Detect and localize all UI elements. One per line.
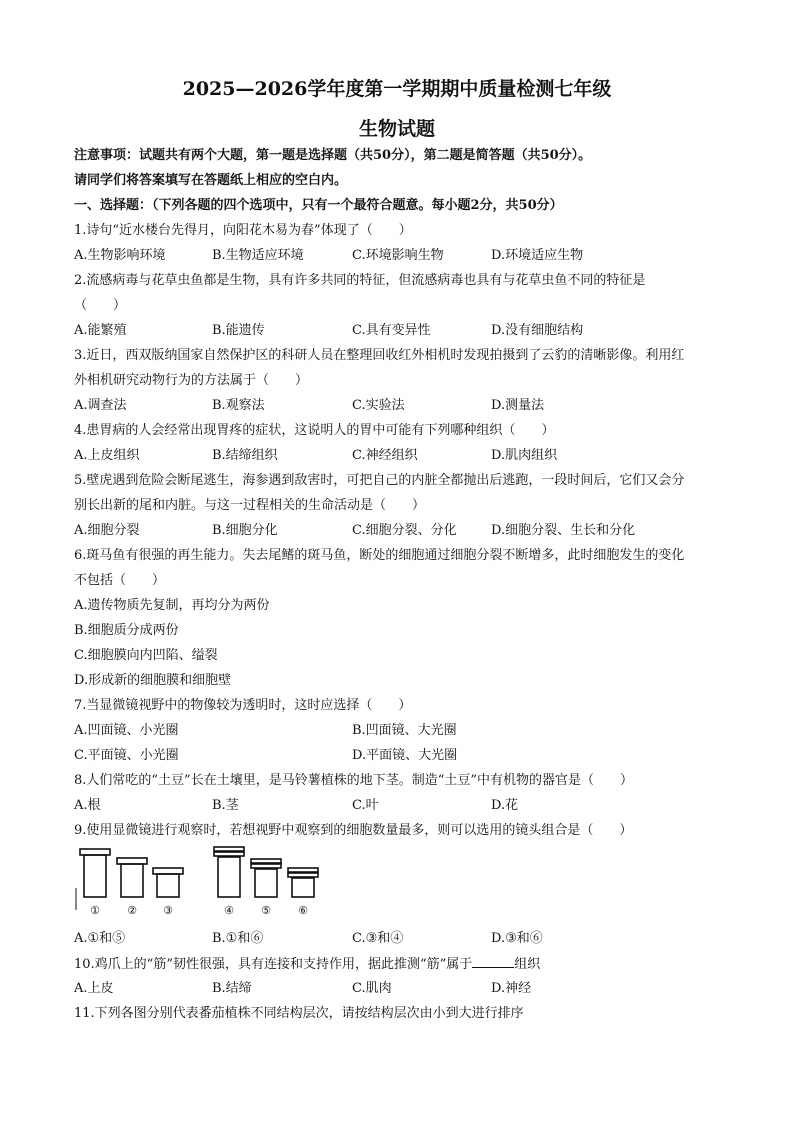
- question-6-stem-line-1: 6.斑马鱼有很强的再生能力。失去尾鳍的斑马鱼，断处的细胞通过细胞分裂不断增多，此时细胞发生的变化: [74, 548, 685, 563]
- objective-lens-5: [251, 859, 281, 897]
- question-10-option-c: C.肌肉: [352, 981, 392, 996]
- question-10-option-a: A.上皮: [74, 981, 114, 996]
- question-6-option-b: B.细胞质分成两份: [74, 623, 179, 638]
- question-2-option-a: A.能繁殖: [74, 323, 127, 338]
- section-heading: 一、选择题：（下列各题的四个选项中，只有一个最符合题意。每小题2分，共50分）: [74, 198, 563, 213]
- question-8-option-a: A.根: [74, 798, 101, 813]
- question-5-option-a: A.细胞分裂: [74, 523, 140, 538]
- lens-label-6: ⑥: [298, 904, 308, 917]
- objective-lens-6: [288, 868, 318, 897]
- question-7-option-c: C.平面镜、小光圈: [74, 748, 179, 763]
- question-8-option-c: C.叶: [352, 798, 379, 813]
- notice-line-2: 请同学们将答案填写在答题纸上相应的空白内。: [74, 173, 348, 188]
- lens-label-3: ③: [163, 904, 173, 917]
- eyepiece-lens-1: [80, 849, 110, 897]
- question-7-option-a: A.凹面镜、小光圈: [74, 723, 179, 738]
- question-4-option-b: B.结缔组织: [212, 448, 278, 463]
- question-10-option-d: D.神经: [491, 981, 532, 996]
- exam-title: 2025—2026学年度第一学期期中质量检测七年级: [182, 78, 612, 100]
- question-9-option-d: D.③和⑥: [491, 931, 543, 946]
- question-5-option-c: C.细胞分裂、分化: [352, 523, 457, 538]
- exam-subject: 生物试题: [358, 118, 435, 140]
- question-5-option-b: B.细胞分化: [212, 523, 278, 538]
- question-7-option-d: D.平面镜、大光圈: [352, 748, 458, 763]
- question-10-stem-before: 10.鸡爪上的“筋”韧性很强，具有连接和支持作用，据此推测“筋”属于: [74, 957, 473, 972]
- question-3-option-b: B.观察法: [212, 398, 265, 413]
- notice-line-1: 注意事项：试题共有两个大题，第一题是选择题（共50分），第二题是简答题（共50分）。: [74, 148, 592, 163]
- question-1-option-b: B.生物适应环境: [212, 248, 304, 263]
- microscope-lens-diagram: [70, 842, 340, 922]
- lens-label-4: ④: [224, 904, 234, 917]
- question-1-option-c: C.环境影响生物: [352, 248, 444, 263]
- question-7-option-b: B.凹面镜、大光圈: [352, 723, 457, 738]
- objective-lens-4: [214, 847, 244, 897]
- question-9-stem: 9.使用显微镜进行观察时，若想视野中观察到的细胞数量最多，则可以选用的镜头组合是（ ）: [74, 823, 633, 838]
- answer-blank: [472, 955, 514, 968]
- lens-label-2: ②: [127, 904, 137, 917]
- question-9-option-b: B.①和⑥: [212, 931, 264, 946]
- question-3-option-d: D.测量法: [491, 398, 545, 413]
- question-1-option-a: A.生物影响环境: [74, 248, 166, 263]
- question-3-option-a: A.调查法: [74, 398, 127, 413]
- question-10-stem: [74, 955, 540, 974]
- eyepiece-lens-3: [153, 868, 183, 897]
- question-2-option-d: D.没有细胞结构: [491, 323, 584, 338]
- question-5-option-d: D.细胞分裂、生长和分化: [491, 523, 636, 538]
- question-8-stem: 8.人们常吃的“土豆”长在土壤里，是马铃薯植株的地下茎。制造“土豆”中有机物的器官是（ ）: [74, 773, 633, 788]
- question-2-option-c: C.具有变异性: [352, 323, 431, 338]
- question-8-option-b: B.茎: [212, 798, 239, 813]
- question-11-stem: 11.下列各图分别代表番茄植株不同结构层次，请按结构层次由小到大进行排序: [74, 1006, 524, 1021]
- question-9-option-a: A.①和⑤: [74, 931, 126, 946]
- question-4-stem: 4.患胃病的人会经常出现胃疼的症状，这说明人的胃中可能有下列哪种组织（ ）: [74, 423, 555, 438]
- question-3-option-c: C.实验法: [352, 398, 405, 413]
- question-3-stem-line-1: 3.近日，西双版纳国家自然保护区的科研人员在整理回收红外相机时发现拍摄到了云豹的清晰影像。利用红: [74, 348, 685, 363]
- question-4-option-a: A.上皮组织: [74, 448, 140, 463]
- question-2-option-b: B.能遗传: [212, 323, 265, 338]
- question-5-stem-line-2: 别长出新的尾和内脏。与这一过程相关的生命活动是（ ）: [74, 498, 426, 513]
- question-10-stem-after: 组织: [514, 957, 541, 972]
- question-2-stem-line-2: （ ）: [74, 298, 127, 313]
- eyepiece-lens-2: [117, 858, 147, 897]
- question-2-stem-line-1: 2.流感病毒与花草虫鱼都是生物，具有许多共同的特征，但流感病毒也具有与花草虫鱼不同的特征是: [74, 273, 646, 288]
- question-3-stem-line-2: 外相机研究动物行为的方法属于（ ）: [74, 373, 309, 388]
- question-10-option-b: B.结缔: [212, 981, 252, 996]
- lens-label-5: ⑤: [261, 904, 271, 917]
- lens-label-1: ①: [90, 904, 100, 917]
- question-1-stem: 1.诗句“近水楼台先得月，向阳花木易为春”体现了（ ）: [74, 223, 412, 238]
- question-6-option-d: D.形成新的细胞膜和细胞壁: [74, 673, 232, 688]
- question-6-option-c: C.细胞膜向内凹陷、缢裂: [74, 648, 218, 663]
- question-1-option-d: D.环境适应生物: [491, 248, 584, 263]
- question-6-stem-line-2: 不包括（ ）: [74, 573, 166, 588]
- question-6-option-a: A.遗传物质先复制，再均分为两份: [74, 598, 270, 613]
- question-7-stem: 7.当显微镜视野中的物像较为透明时，这时应选择（ ）: [74, 698, 412, 713]
- question-4-option-d: D.肌肉组织: [491, 448, 558, 463]
- question-5-stem-line-1: 5.壁虎遇到危险会断尾逃生，海参遇到敌害时，可把自己的内脏全都抛出后逃跑，一段时间后，它们又会分: [74, 473, 685, 488]
- question-8-option-d: D.花: [491, 798, 519, 813]
- question-9-option-c: C.③和④: [352, 931, 404, 946]
- question-4-option-c: C.神经组织: [352, 448, 418, 463]
